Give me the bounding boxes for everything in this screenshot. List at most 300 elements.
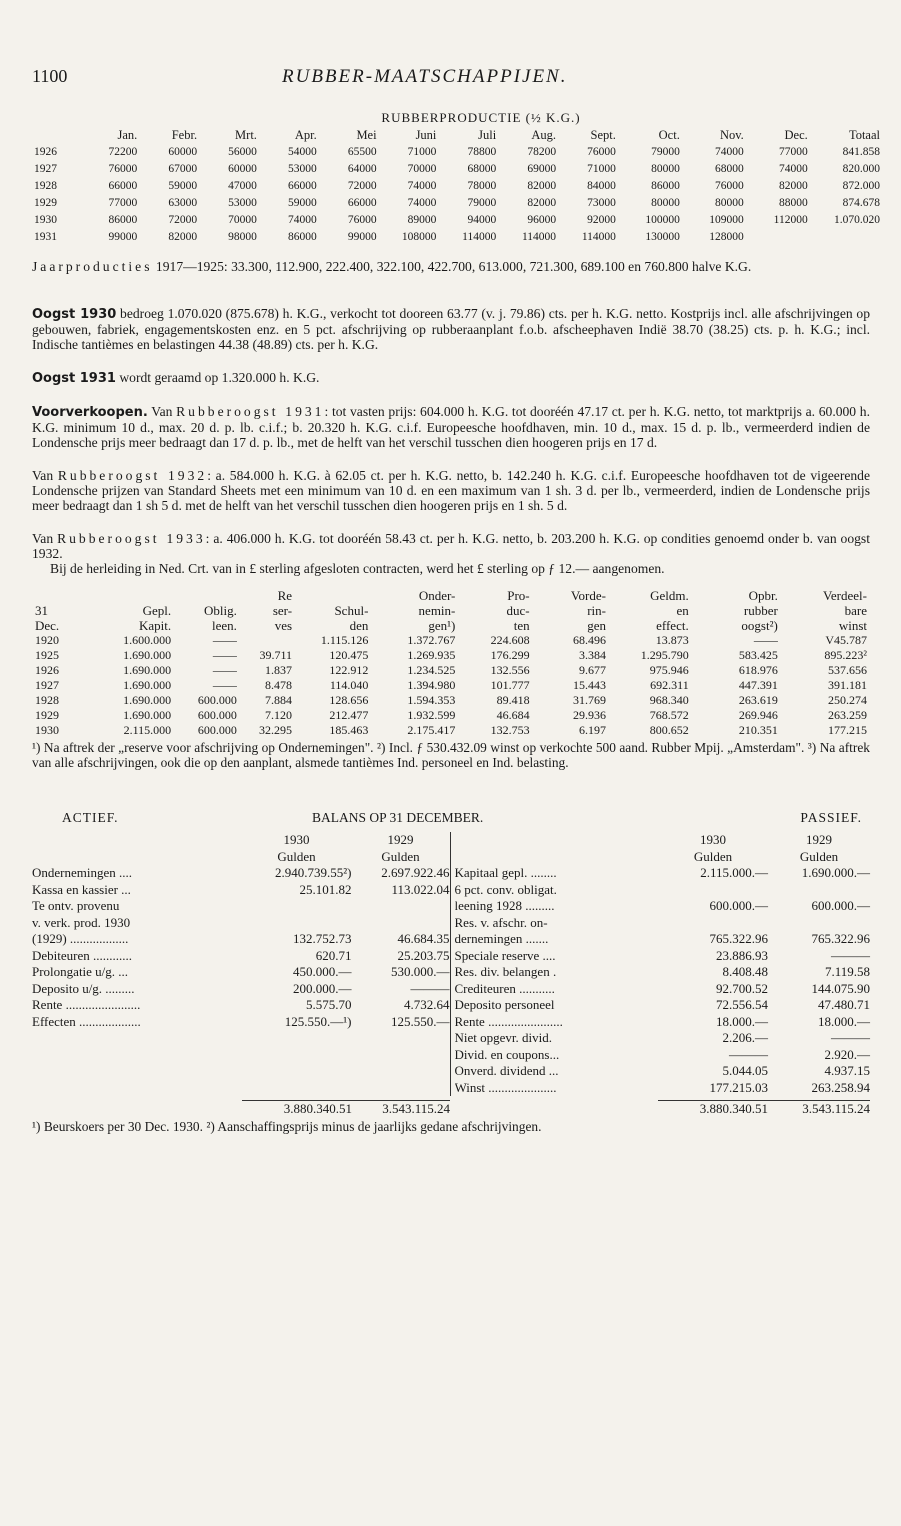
production-col-header: Apr. (294, 128, 317, 142)
financial-row (32, 633, 870, 648)
production-title: RUBBERPRODUCTIE (½ K.G.) (381, 110, 581, 125)
passief-value-b: ——— (831, 1030, 870, 1045)
passief-value-a: 2.115.000.— (700, 865, 768, 880)
passief-label: Rente ....................... (454, 1013, 563, 1029)
production-cell: 60000 (168, 145, 198, 158)
financial-cell: 1.372.767 (407, 633, 456, 647)
production-cell: 74000 (407, 179, 437, 192)
actief-unit-a: Gulden (277, 848, 316, 864)
financial-cell: 128.656 (329, 693, 369, 707)
financial-cell: —— (212, 648, 237, 662)
production-cell (810, 228, 882, 245)
financial-col-header: Gepl. Kapit. (138, 603, 172, 633)
production-cell: 86000 (108, 213, 138, 226)
financial-cell: 1.115.126 (320, 633, 369, 647)
production-col-header: Sept. (590, 128, 616, 142)
passief-value-b: 1.690.000.— (801, 865, 870, 880)
production-cell: 94000 (467, 213, 497, 226)
financial-row (32, 648, 870, 663)
financial-year: 1929 (35, 708, 59, 722)
passief-value-b: 18.000.— (818, 1013, 870, 1029)
financial-cell: 212.477 (329, 708, 369, 722)
financial-cell: 600.000 (197, 708, 237, 722)
passief-value-b (768, 915, 870, 932)
passief-label: 6 pct. conv. obligat. (454, 881, 557, 897)
actief-years (32, 832, 450, 849)
actief-value-a (242, 915, 352, 932)
actief-row (32, 898, 450, 915)
production-year: 1931 (34, 230, 57, 243)
financial-cell: 537.656 (828, 663, 867, 677)
actief-value-a: 5.575.70 (306, 997, 352, 1012)
financial-cell: 15.443 (572, 678, 606, 692)
production-cell: 69000 (527, 162, 557, 175)
production-cell: 76000 (715, 179, 744, 192)
financial-cell: 7.120 (265, 708, 293, 722)
financial-cell: 132.556 (490, 663, 530, 677)
production-cell: 112000 (773, 213, 808, 226)
financial-cell: 3.384 (578, 648, 606, 662)
production-table (32, 128, 882, 245)
passief-value-b: 4.937.15 (824, 1063, 870, 1078)
production-col-header: Juni (415, 128, 437, 142)
passief-label: Crediteuren ........... (454, 980, 555, 996)
financial-cell: 114.040 (329, 678, 369, 692)
passief-value-b: 765.322.96 (811, 931, 870, 946)
oogst-1931-label: Oogst 1931 (32, 371, 116, 386)
production-cell: 98000 (228, 230, 257, 243)
passief-value-a (658, 882, 768, 899)
production-cell: 65500 (347, 145, 377, 158)
actief-value-b: 125.550.— (391, 1013, 450, 1029)
passief-label: Winst ..................... (454, 1079, 557, 1095)
production-cell: 59000 (168, 179, 198, 192)
financial-cell: —— (212, 678, 237, 692)
production-cell: 128000 (709, 230, 744, 243)
production-col-header: Mrt. (235, 128, 257, 142)
balance-sheet (32, 832, 870, 1096)
production-cell: 66000 (288, 179, 317, 192)
production-cell: 1.070.020 (834, 213, 880, 226)
financial-cell: 968.340 (649, 693, 689, 707)
voorverkoopen-oogst: Rubberoogst 1931 (176, 404, 325, 419)
production-year: 1930 (34, 213, 57, 226)
actief-label: Effecten ................... (32, 1013, 141, 1029)
production-cell: 72000 (168, 213, 198, 226)
financial-cell: 176.299 (490, 648, 530, 662)
financial-col-header: Re ser- ves (272, 588, 293, 633)
passief-label: Res. div. belangen . (454, 964, 557, 979)
production-cell: 80000 (715, 196, 744, 209)
production-cell: 68000 (715, 162, 744, 175)
production-cell: 53000 (288, 162, 317, 175)
actief-value-a: 620.71 (315, 947, 352, 963)
voorverkoopen-van: Van (151, 404, 173, 419)
production-cell: 67000 (168, 162, 198, 175)
page (32, 56, 880, 1134)
passief-value-b: 7.119.58 (824, 964, 870, 979)
total-actief-a: 3.880.340.51 (242, 1100, 352, 1117)
financial-cell: 132.753 (490, 723, 530, 737)
financial-cell: 13.873 (655, 633, 689, 647)
passief-label: leening 1928 ......... (454, 898, 555, 913)
financial-cell: 1.690.000 (123, 708, 172, 722)
oogst-1933-label: Rubberoogst 1933 (57, 531, 206, 546)
financial-footnote: ¹) Na aftrek der „reserve voor afschrijving op Ondernemingen". ²) Incl. ƒ 530.432.09 winst op verkochte 500 aand. Rubber Mpij. „Amsterdam". ³) Na aftrek van alle afschrijvingen, ook die op den aanplant, alsmede tantièmes Ind. personeel en Ind. belasting. (32, 740, 870, 770)
actief-value-b: 46.684.35 (397, 931, 450, 946)
balance-header (32, 810, 870, 832)
actief-row (32, 964, 450, 981)
production-cell: 70000 (228, 213, 257, 226)
production-cell: 84000 (587, 179, 616, 192)
production-cell: 74000 (407, 196, 437, 209)
financial-cell: —— (212, 633, 237, 647)
passief-row (455, 1047, 871, 1064)
production-cell: 77000 (108, 196, 138, 209)
financial-cell: 32.295 (259, 723, 293, 737)
financial-cell: 447.391 (738, 678, 778, 692)
production-col-header: Juli (478, 128, 497, 142)
oogst-1932-van: Van (32, 468, 54, 483)
passief-row (455, 997, 871, 1014)
financial-cell: 600.000 (197, 693, 237, 707)
running-title: RUBBER-MAATSCHAPPIJEN. (282, 66, 568, 87)
production-cell: 92000 (587, 213, 616, 226)
passief-value-a: 8.408.48 (722, 964, 768, 979)
oogst-1930-text: bedroeg 1.070.020 (875.678) h. K.G., verkocht tot dooreen 63.77 (v. j. 79.86) cts. per h. K.G. netto. Kostprijs incl. alle afschrijvingen op gebouwen, fabriek, engagementskosten enz. en 5 pct. afschrijving op rubberaanplant f.o.b. afscheephaven Indië 38.70 (38.25) cts. p. h. K.G.; incl. Indische tantièmes en belastingen 44.38 (48.89) cts. per h. K.G. (32, 306, 871, 352)
passief-label: Res. v. afschr. on- (454, 914, 548, 930)
actief-row (32, 865, 450, 882)
actief-value-a: 25.101.82 (299, 881, 352, 897)
production-cell: 80000 (651, 196, 680, 209)
financial-col-header: Onder- nemin- gen¹) (418, 588, 456, 633)
actief-label: ACTIEF. (62, 810, 119, 825)
production-year: 1929 (34, 196, 57, 209)
oogst-1930-label: Oogst 1930 (32, 307, 117, 322)
passief-value-b: 47.480.71 (818, 997, 870, 1012)
actief-year-b: 1929 (387, 832, 414, 847)
financial-cell: 1.690.000 (123, 663, 172, 677)
financial-cell: 224.608 (490, 633, 530, 647)
production-col-header: Jan. (117, 128, 138, 142)
voorverkoopen-text: : tot vasten prijs: 604.000 h. K.G. tot dooréén 47.17 ct. per h. K.G. netto, tot marktprijs a. 60.000 h. K.G. minimum 10 d., max. 20 d. p. lb. c.i.f.; b. 20.320 h. K.G. c.i.f. Europeesche hoofdhaven, min. 10 d., max. 15 d. p. lb., vermeerderd indien de Londensche prijs meer bedraagt dan 17 d. p. lb., met de helft van het verschil tusschen dien hoogeren prijs en 17 d. (32, 404, 870, 450)
production-cell: 82000 (527, 179, 557, 192)
financial-row (32, 693, 870, 708)
financial-table (32, 588, 870, 738)
production-cell: 820.000 (842, 162, 880, 175)
production-cell: 78000 (467, 179, 497, 192)
passief-value-a: 177.215.03 (709, 1079, 768, 1095)
passief-label: Niet opgevr. divid. (454, 1030, 552, 1045)
production-cell: 80000 (651, 162, 680, 175)
actief-label: Debiteuren ............ (32, 947, 133, 963)
production-cell: 74000 (715, 145, 744, 158)
production-cell: 53000 (228, 196, 257, 209)
passief-row (455, 898, 871, 915)
passief-year-a: 1930 (700, 832, 726, 847)
passief-label: Onverd. dividend ... (454, 1063, 559, 1078)
production-cell (746, 228, 810, 245)
financial-cell: 1.594.353 (407, 693, 456, 707)
production-cell: 76000 (108, 162, 138, 175)
passief-row (455, 1063, 871, 1080)
production-col-header: Mei (356, 128, 377, 142)
production-cell: 96000 (527, 213, 557, 226)
production-cell: 54000 (288, 145, 317, 158)
financial-cell: 31.769 (572, 693, 606, 707)
balance-passief (451, 832, 871, 1096)
financial-year: 1928 (35, 693, 59, 707)
actief-value-b: 2.697.922.46 (381, 865, 450, 880)
production-col-header: Aug. (531, 128, 557, 142)
financial-cell: 185.463 (329, 723, 369, 737)
financial-cell: 101.777 (490, 678, 530, 692)
actief-row (32, 882, 450, 899)
financial-cell: 895.223² (824, 648, 867, 662)
actief-value-b: ——— (410, 980, 450, 996)
financial-cell: 1.600.000 (123, 633, 172, 647)
production-row (32, 211, 882, 228)
production-cell: 109000 (709, 213, 744, 226)
jaarproducties-label: Jaarproducties (32, 259, 153, 274)
production-cell: 82000 (168, 230, 198, 243)
passief-value-b: 144.075.90 (811, 980, 870, 996)
passief-row (455, 1080, 871, 1097)
page-number: 1100 (32, 66, 68, 86)
production-cell: 78800 (467, 145, 497, 158)
production-cell: 68000 (467, 162, 497, 175)
financial-row (32, 723, 870, 738)
actief-row (32, 997, 450, 1014)
actief-label: v. verk. prod. 1930 (32, 914, 131, 930)
production-cell: 872.000 (842, 179, 880, 192)
financial-row (32, 663, 870, 678)
production-year: 1926 (34, 145, 57, 158)
oogst-1933-van: Van (32, 531, 54, 546)
actief-row (32, 915, 450, 932)
financial-cell: 250.274 (828, 693, 867, 707)
financial-cell: 269.946 (738, 708, 778, 722)
financial-row (32, 678, 870, 693)
balance-actief (32, 832, 451, 1096)
financial-cell: 29.936 (572, 708, 606, 722)
actief-value-a: 200.000.— (293, 980, 352, 996)
production-row (32, 228, 882, 245)
oogst-1932-label: Rubberoogst 1932 (57, 468, 208, 483)
production-year: 1928 (34, 179, 57, 192)
financial-cell: 1.690.000 (123, 693, 172, 707)
actief-row (32, 981, 450, 998)
production-col-header (32, 128, 79, 143)
production-cell: 56000 (228, 145, 257, 158)
oogst-1933-paragraph (32, 531, 870, 561)
passief-row (455, 1030, 871, 1047)
financial-cell: —— (753, 633, 778, 647)
production-cell: 76000 (587, 145, 616, 158)
financial-cell: V45.787 (825, 633, 867, 647)
financial-cell: 210.351 (738, 723, 778, 737)
production-cell: 86000 (288, 230, 317, 243)
production-cell: 66000 (108, 179, 138, 192)
voorverkoopen-label: Voorverkoopen. (32, 405, 148, 420)
financial-cell: 800.652 (649, 723, 689, 737)
production-row (32, 160, 882, 177)
production-cell: 130000 (645, 230, 680, 243)
financial-cell: 8.478 (265, 678, 293, 692)
production-cell: 89000 (407, 213, 437, 226)
financial-cell: 583.425 (738, 648, 778, 662)
production-cell: 72000 (347, 179, 377, 192)
production-col-header: Totaal (848, 128, 880, 142)
financial-cell: 391.181 (828, 678, 867, 692)
passief-units (455, 849, 871, 866)
production-row (32, 194, 882, 211)
passief-value-b: 600.000.— (811, 898, 870, 913)
financial-cell: 263.619 (738, 693, 778, 707)
actief-label: Rente ....................... (32, 997, 141, 1012)
passief-row (455, 865, 871, 882)
production-cell: 114000 (521, 230, 557, 243)
oogst-1931-text: wordt geraamd op 1.320.000 h. K.G. (119, 370, 320, 385)
actief-value-a (242, 898, 352, 915)
production-cell: 73000 (587, 196, 616, 209)
production-cell: 66000 (347, 196, 377, 209)
financial-cell: 1.394.980 (407, 678, 456, 692)
actief-value-b: 530.000.— (391, 964, 450, 979)
production-cell: 79000 (467, 196, 497, 209)
actief-year-a: 1930 (283, 832, 310, 847)
financial-cell: 7.884 (265, 693, 293, 707)
passief-value-a: 600.000.— (709, 898, 768, 913)
financial-cell: 263.259 (828, 708, 867, 722)
financial-col-header: Pro- duc- ten (506, 588, 530, 633)
passief-value-b (768, 882, 870, 899)
production-cell: 99000 (347, 230, 377, 243)
financial-year: 1930 (35, 723, 59, 737)
actief-value-b: 4.732.64 (404, 997, 450, 1012)
production-cell: 74000 (779, 162, 808, 175)
production-cell: 76000 (347, 213, 377, 226)
financial-cell: 68.496 (572, 633, 606, 647)
passief-value-a: 2.206.— (722, 1030, 768, 1045)
actief-label: Deposito u/g. ......... (32, 980, 135, 996)
page-header (32, 56, 870, 86)
production-cell: 114000 (581, 230, 616, 243)
passief-value-a: 5.044.05 (722, 1063, 768, 1078)
passief-row (455, 981, 871, 998)
production-col-header: Oct. (658, 128, 680, 142)
actief-value-a: 450.000.— (293, 964, 352, 979)
financial-col-header: Vorde- rin- gen (570, 588, 606, 633)
financial-col-header: Opbr. rubber oogst²) (741, 588, 778, 633)
passief-unit-b: Gulden (799, 848, 839, 864)
jaarproducties (32, 259, 870, 274)
passief-label: Speciale reserve .... (454, 947, 556, 963)
financial-cell: 2.115.000 (123, 723, 172, 737)
financial-col-header: Geldm. en effect. (650, 588, 689, 633)
passief-value-b: ——— (831, 947, 870, 963)
financial-cell: 1.690.000 (123, 648, 172, 662)
financial-cell: 89.418 (496, 693, 530, 707)
actief-value-b (352, 898, 450, 915)
financial-cell: 1.295.790 (640, 648, 689, 662)
jaarproducties-text: 1917—1925: 33.300, 112.900, 222.400, 322.100, 422.700, 613.000, 721.300, 689.100 en 760.800 halve K.G. (155, 259, 752, 274)
financial-cell: 1.932.599 (407, 708, 456, 722)
financial-year: 1920 (35, 633, 59, 647)
actief-units (32, 849, 450, 866)
production-cell: 86000 (651, 179, 680, 192)
actief-label: Prolongatie u/g. ... (32, 964, 129, 979)
financial-year: 1926 (35, 663, 59, 677)
financial-cell: 46.684 (496, 708, 530, 722)
financial-cell: 177.215 (828, 723, 867, 737)
financial-cell: 39.711 (259, 648, 293, 662)
financial-row (32, 708, 870, 723)
passief-row (455, 882, 871, 899)
passief-label: dernemingen ....... (454, 931, 549, 946)
financial-year: 1927 (35, 678, 59, 692)
voorverkoopen-paragraph (32, 404, 870, 450)
production-cell: 99000 (108, 230, 138, 243)
production-cell: 108000 (401, 230, 437, 243)
production-row (32, 177, 882, 194)
financial-cell: 692.311 (650, 678, 689, 692)
actief-value-a: 125.550.—¹) (284, 1013, 352, 1029)
financial-year: 1925 (35, 648, 59, 662)
production-cell: 59000 (288, 196, 317, 209)
passief-value-b: 2.920.— (824, 1046, 870, 1062)
passief-value-a: 765.322.96 (709, 931, 768, 946)
production-cell: 47000 (228, 179, 257, 192)
production-cell: 71000 (407, 145, 437, 158)
actief-label: Kassa en kassier ... (32, 881, 131, 897)
financial-col-header: Schul- den (334, 603, 369, 633)
financial-cell (240, 633, 295, 648)
passief-year-b: 1929 (806, 832, 832, 847)
oogst-1933-text: : a. 406.000 h. K.G. tot dooréén 58.43 ct. per h. K.G. netto, b. 203.200 h. K.G. op condities genoemd onder b. van oogst 1932. (32, 531, 871, 561)
passief-value-a (658, 915, 768, 932)
financial-cell: 975.946 (649, 663, 689, 677)
total-passief-a: 3.880.340.51 (658, 1100, 768, 1117)
financial-cell: 122.912 (329, 663, 369, 677)
financial-cell: 120.475 (329, 648, 369, 662)
production-cell: 841.858 (842, 145, 880, 158)
oogst-1930-paragraph (32, 306, 870, 352)
actief-label: Ondernemingen .... (32, 865, 133, 880)
production-cell: 79000 (651, 145, 680, 158)
production-cell: 74000 (288, 213, 317, 226)
production-col-header: Dec. (784, 128, 808, 142)
financial-col-header: 31 Dec. (35, 603, 60, 633)
actief-value-a: 132.752.73 (293, 931, 352, 946)
financial-cell: 768.572 (649, 708, 689, 722)
production-col-header: Febr. (171, 128, 198, 142)
oogst-1932-text: : a. 584.000 h. K.G. à 62.05 ct. per h. K.G. netto, b. 142.240 h. K.G. c.i.f. Europeesche hoofdhaven tot de vigeerende Londensche prijzen van Standard Sheets met een minimum van 10 d. en een maximum van 1 sh. 3 d. per lb., vermeerderd, indien de Londensche prijs meer bedraagt dan 1 sh 5 d. met de helft van het verschil tusschen dien hoogeren prijs en 1 sh. 5 d. (32, 468, 871, 513)
actief-value-a: 2.940.739.55²) (275, 865, 352, 880)
financial-col-header: Oblig. leen. (204, 603, 237, 633)
production-cell: 72200 (108, 145, 138, 158)
financial-cell: 2.175.417 (407, 723, 456, 737)
production-cell: 64000 (347, 162, 377, 175)
passief-unit-a: Gulden (693, 848, 733, 864)
actief-value-b: 25.203.75 (397, 947, 450, 963)
actief-label: (1929) .................. (32, 931, 129, 946)
passief-row (455, 948, 871, 965)
financial-cell: 618.976 (738, 663, 778, 677)
oogst-1931-paragraph (32, 370, 870, 386)
passief-value-a: 18.000.— (716, 1013, 768, 1029)
production-cell: 82000 (527, 196, 557, 209)
